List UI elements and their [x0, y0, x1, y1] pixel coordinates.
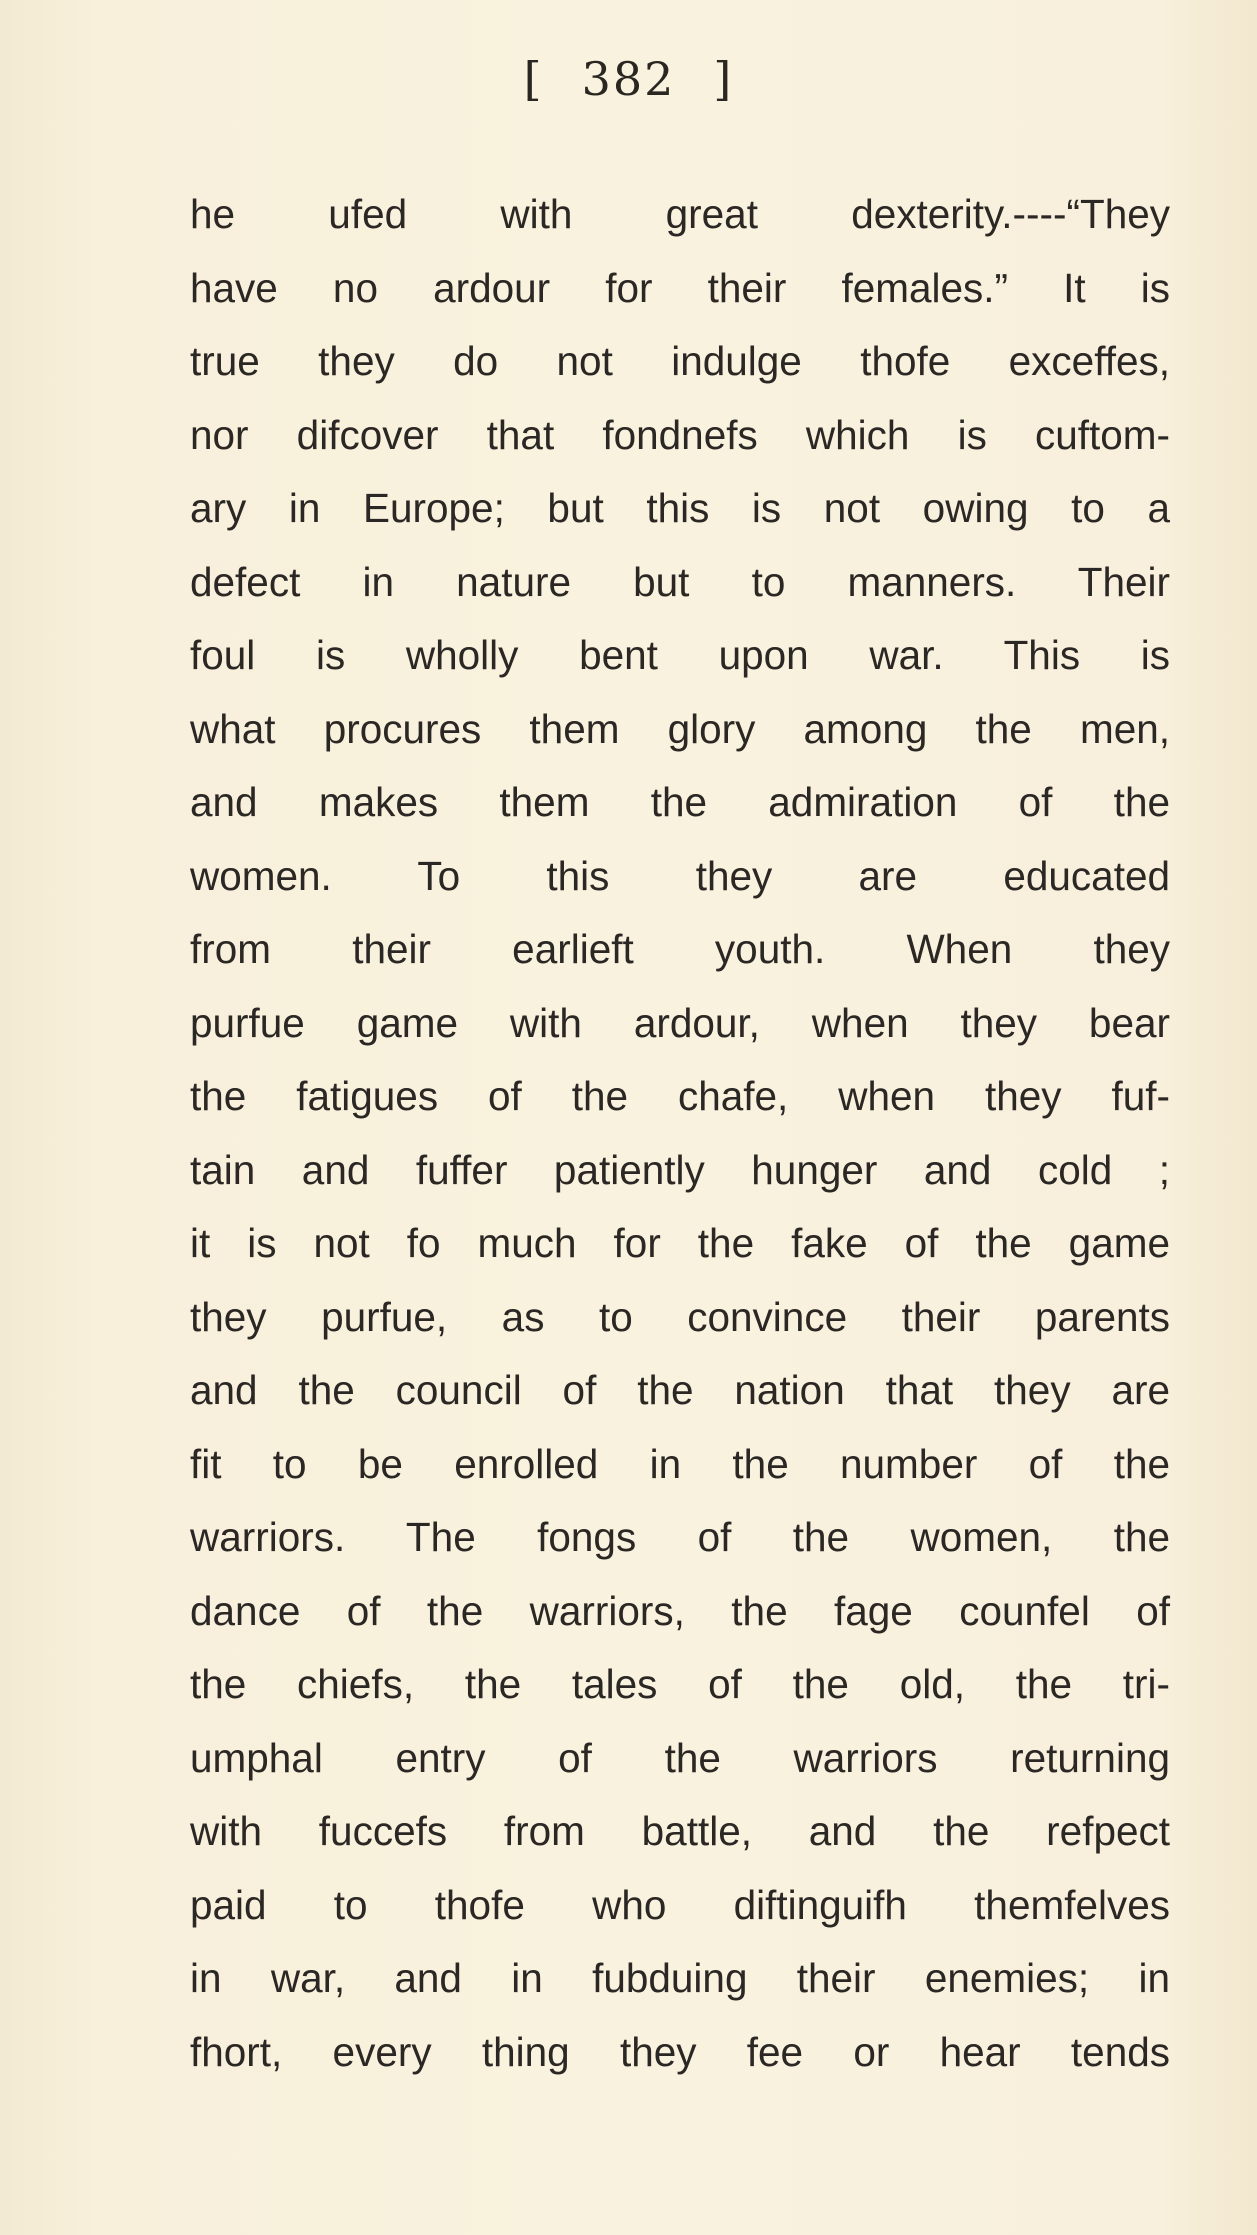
text-line: from their earlieft youth. When they: [190, 926, 1170, 972]
text-line: true they do not indulge thofe exceffes,: [190, 338, 1170, 384]
text-line: and makes them the admiration of the: [190, 779, 1170, 825]
text-line: nor difcover that fondnefs which is cuftom-: [190, 411, 1170, 458]
text-line: umphal entry of the warriors returning: [190, 1734, 1170, 1781]
text-line: defect in nature but to manners. Their: [190, 558, 1170, 605]
text-line: the fatigues of the chafe, when they fuf-: [190, 1073, 1170, 1119]
text-line: they purfue, as to convince their parents: [190, 1293, 1170, 1340]
text-line: ary in Europe; but this is not owing to a: [190, 485, 1170, 531]
page-number: [0, 52, 1257, 106]
text-line: have no ardour for their females.” It is: [190, 264, 1170, 311]
text-line: dance of the warriors, the fage counfel of: [190, 1587, 1170, 1634]
text-line: what procures them glory among the men,: [190, 705, 1170, 752]
text-line: fhort, every thing they fee or hear tends: [190, 2028, 1170, 2075]
page-number-close-bracket: ]: [713, 52, 734, 106]
text-line: he ufed with great dexterity.----“They: [190, 191, 1170, 237]
text-line: women. To this they are educated: [190, 852, 1170, 899]
text-line: the chiefs, the tales of the old, the tri-: [190, 1661, 1170, 1707]
text-line: purfue game with ardour, when they bear: [190, 999, 1170, 1046]
text-line: tain and fuffer patiently hunger and cold ;: [190, 1146, 1170, 1193]
text-line: fit to be enrolled in the number of the: [190, 1440, 1170, 1487]
text-line: warriors. The fongs of the women, the: [190, 1514, 1170, 1560]
text-line: foul is wholly bent upon war. This is: [190, 632, 1170, 678]
body-text: [190, 178, 1170, 2089]
page-number-value: 382: [581, 52, 676, 106]
page-number-open-bracket: [: [523, 52, 544, 106]
text-line: and the council of the nation that they are: [190, 1367, 1170, 1413]
text-line: it is not fo much for the fake of the game: [190, 1220, 1170, 1266]
text-line: with fuccefs from battle, and the refpect: [190, 1808, 1170, 1854]
text-line: in war, and in fubduing their enemies; in: [190, 1955, 1170, 2001]
text-line: paid to thofe who diftinguifh themfelves: [190, 1881, 1170, 1928]
